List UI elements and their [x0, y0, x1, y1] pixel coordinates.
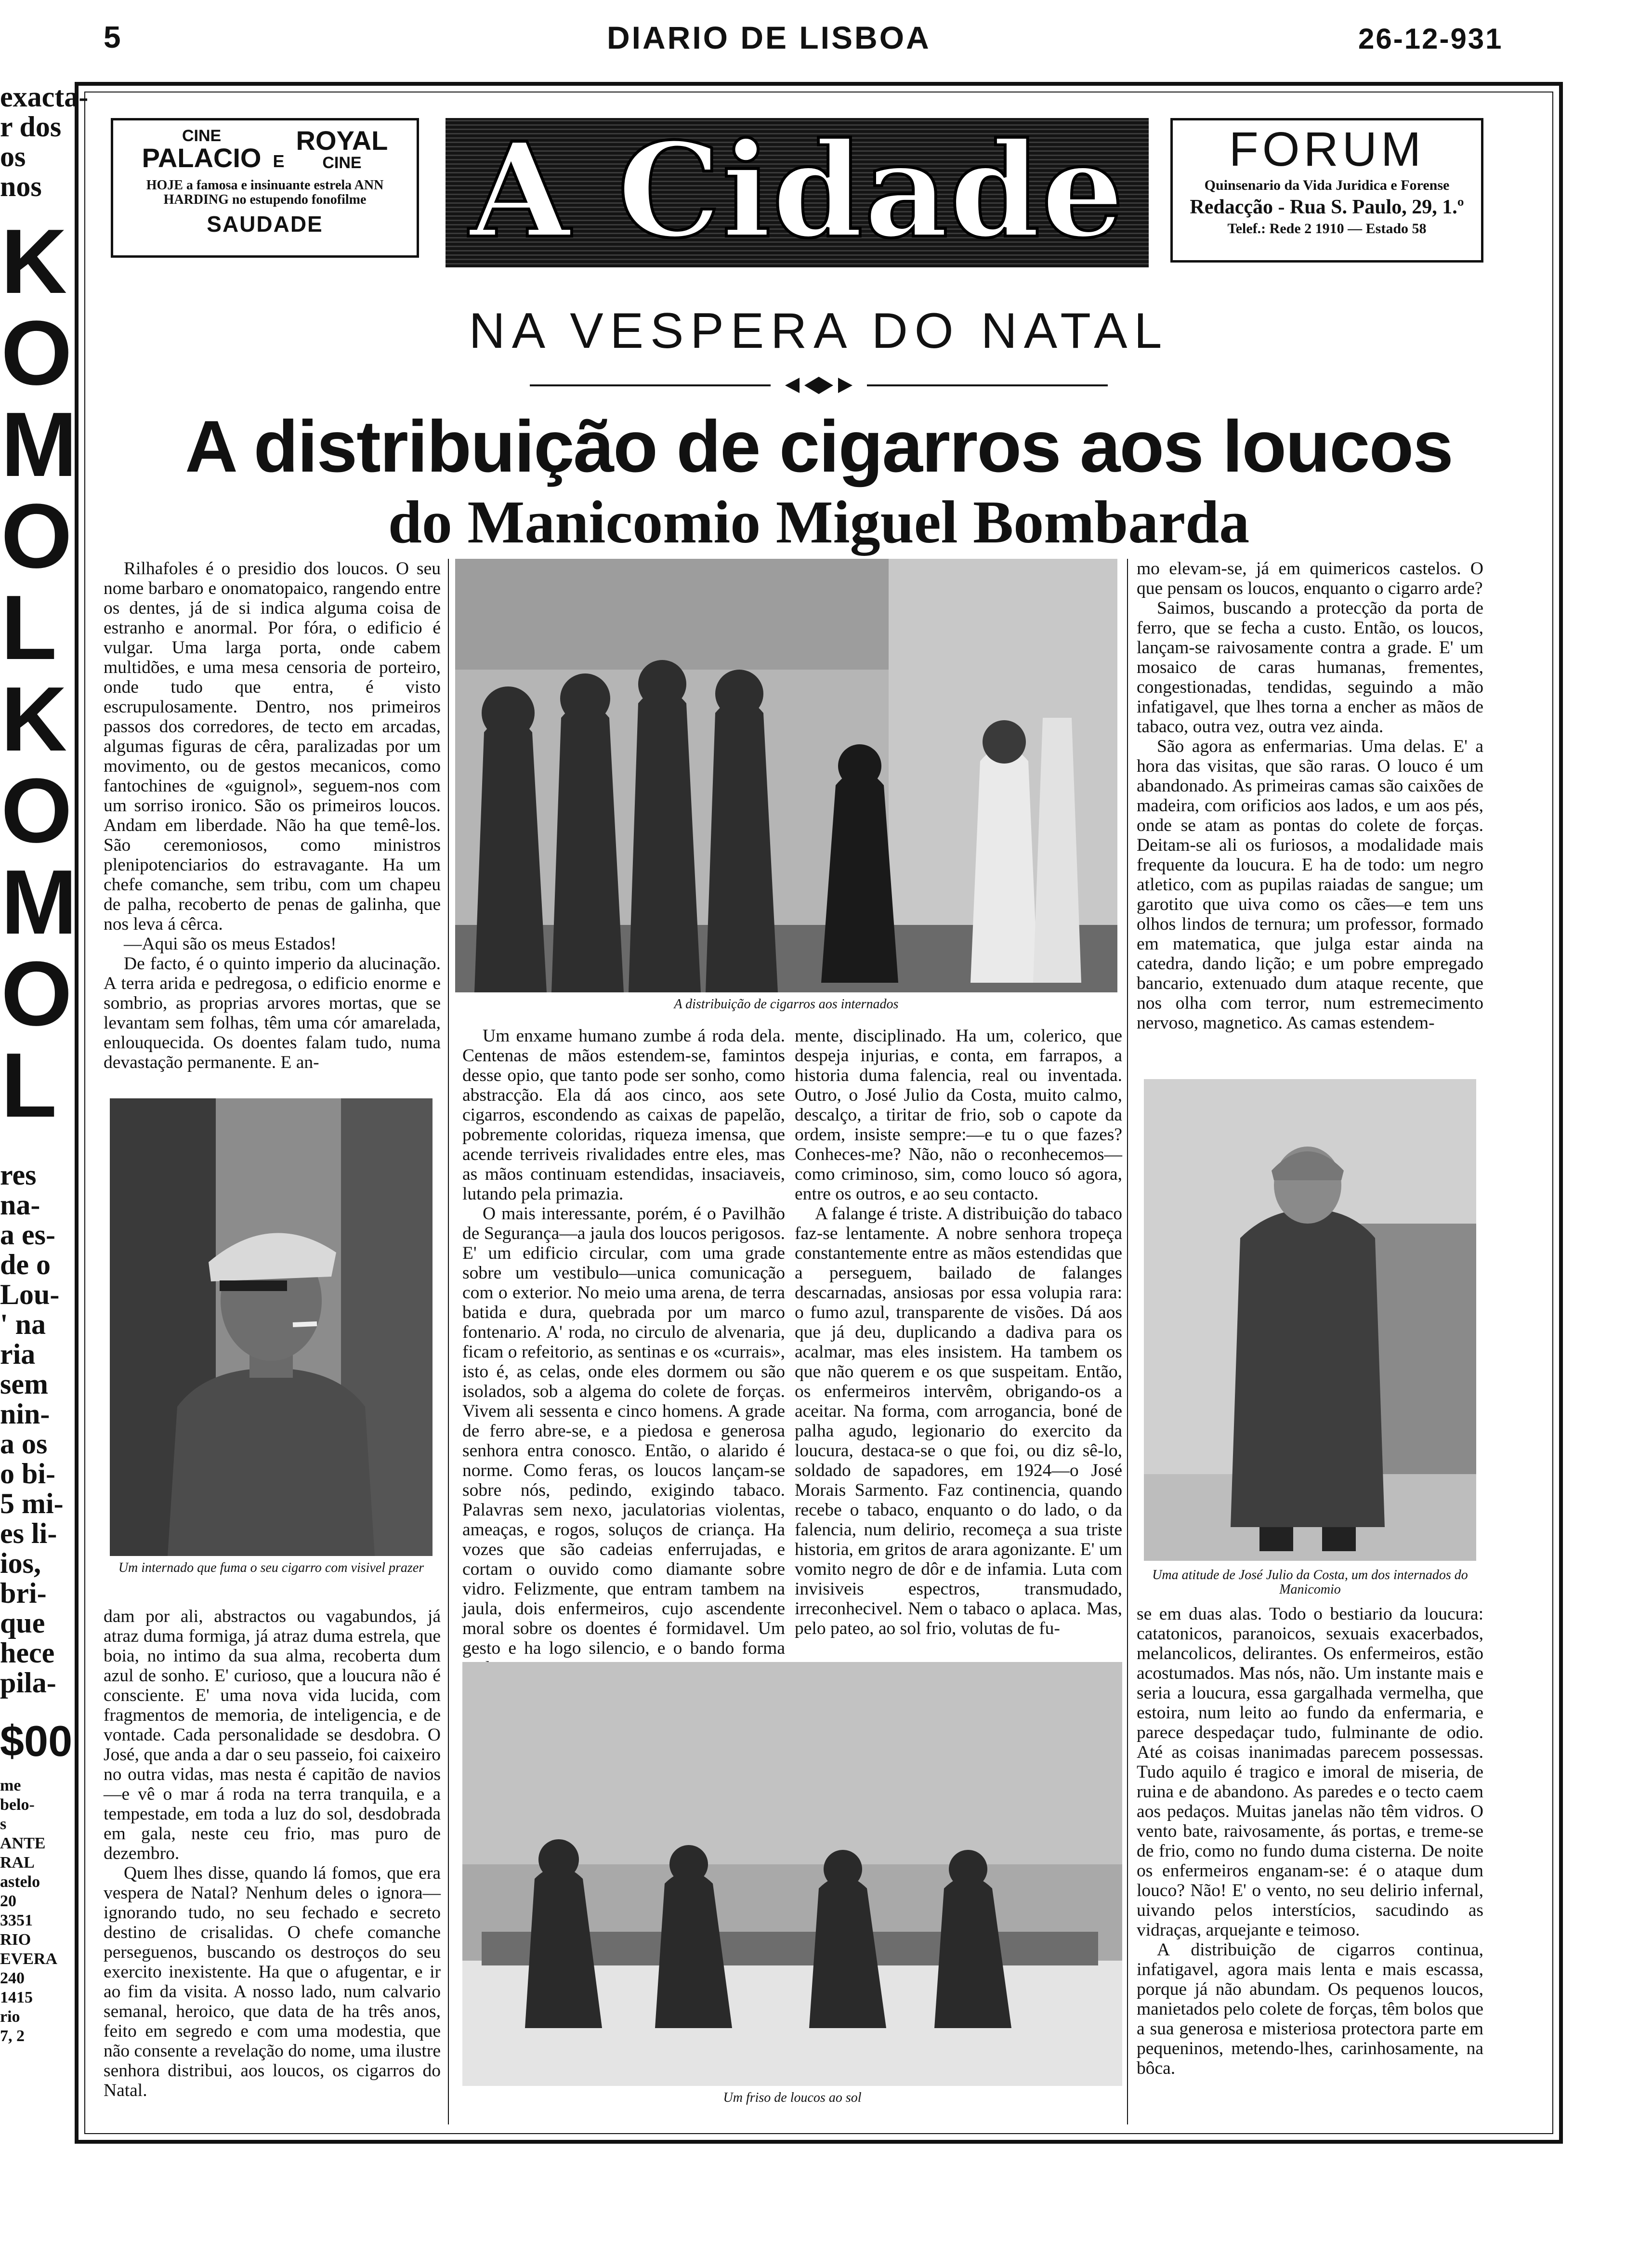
- photo-smoking-inmate: [110, 1098, 433, 1556]
- strip-fragment: rio: [0, 2008, 20, 2026]
- strip-fragment: es li-: [0, 1517, 57, 1549]
- strip-fragment: ANTE: [0, 1834, 46, 1852]
- photo-jose-julio-da-costa: [1144, 1079, 1476, 1561]
- a-cidade-logo: [446, 114, 1149, 267]
- article-column-4: [795, 1026, 1122, 1652]
- strip-fragment: bri-: [0, 1577, 47, 1609]
- forum-telephone: Telef.: Rede 2 1910 — Estado 58: [1227, 221, 1427, 237]
- strip-fragment: de o: [0, 1249, 51, 1280]
- logo-title: A Cidade: [469, 114, 1125, 267]
- paragraph: O mais interessante, porém, é o Pavilhão de Segurança—a jaula dos loucos perigosos. E' um edificio circular, com uma grade sobre um vestibulo—unica comunicação com o exterior. No meio uma arena, de terra batida e dura, quebrada por um marco fontenario. A' roda, no circulo de alvenaria, ficam o refeitorio, as sentinas e os «currais», isto é, as celas, onde eles dormem ou são isolados, sob a algema do colete de forças. Vivem ali sessenta e cinco homens. A grade de ferro abre-se, e a piedosa e generosa senhora entra conosco. Então, o alarido é norme. Como feras, os loucos lançam-se sobre nós, pedindo, exigindo tabaco. Palavras sem nexo, jaculatorias violentas, ameaças, e rogos, soluços de criança. Ha vozes que são cadeias enferrujadas, e cortam o ouvido como diamante sobre vidro. Felizmente, que entram tambem na jaula, dois enfermeiros, cujo ascendente moral sobre os doentes é formidavel. Um gesto e ha logo silencio, e o bando forma: [462, 1204, 785, 1658]
- paragraph: Quem lhes disse, quando lá fomos, que era vespera de Natal? Nenhum deles o ignora—ignorando tudo, no seu fechado e secreto destino de crisalidas. O chefe comanche perseguenos, buscando os destroços do seu exercito inexistente. Ha que o afugentar, e ir ao fim da visita. A nosso lado, num calvario semanal, heroico, que data de ha três anos, feito em segredo e com uma modestia, que não consente a revelação do nome, uma ilustre senhora distribui, aos loucos, os cigarros do Natal.: [104, 1863, 441, 2100]
- cine-ad-line: HARDING no estupendo fonofilme: [163, 192, 367, 207]
- neighbor-page-strip: [0, 81, 89, 2105]
- strip-fragment: os nos: [0, 141, 42, 202]
- article-column-1: [104, 559, 441, 1074]
- strip-fragment: ' na: [0, 1308, 46, 1340]
- strip-fragment: 240: [0, 1969, 25, 1987]
- article-subheadline: do Manicomio Miguel Bombarda: [388, 489, 1250, 556]
- strip-fragment: ios,: [0, 1547, 41, 1579]
- strip-fragment: r dos: [0, 111, 62, 143]
- strip-fragment: 20: [0, 1892, 16, 1910]
- column-rule: [1127, 559, 1128, 2124]
- strip-fragment: a es-: [0, 1219, 55, 1251]
- royal-label: ROYAL: [296, 125, 388, 156]
- paragraph: A falange é triste. A distribuição do tabaco faz-se lentamente. A nobre senhora tropeça constantemente entre as mãos estendidas que a perseguem, bailado de falanges descarnadas, ansiosas por essa volupia rara: o fumo azul, transparente de visões. Dá aos que já deu, duplicando a dadiva para os acalmar, mas eles insistem. Ha tambem os que não querem e os que suspeitam. Então, os enfermeiros intervêm, obrigando-os a aceitar. Na forma, com arrogancia, boné de palha agudo, legionario do exercito da loucura, destaca-se o que foi, ou diz sê-lo, soldado de sapadores, em 1924—o José Morais Sarmento. Faz continencia, quando recebe o tabaco, enquanto o do lado, o da falencia, num delirio, recomeça a sua triste historia, em gritos de arara agonizante. E' um vomito negro de dôr e de infamia. Luta com invisiveis espectros, transmudado, irreconhecivel. Nem o tabaco o aplaca. Mas, pelo pateo, ao sol frio, volutas de fu-: [795, 1204, 1122, 1638]
- strip-fragment: hece: [0, 1637, 55, 1669]
- strip-fragment: nin-: [0, 1398, 50, 1430]
- caption-bottom-photo: Um friso de loucos ao sol: [723, 2090, 862, 2105]
- paragraph: Rilhafoles é o presidio dos loucos. O seu nome barbaro e onomatopaico, rangendo entre os dentes, já de si indica alguma coisa de estranho e anormal. Por fóra, o edificio é vulgar. Uma larga porta, onde cabem multidões, e uma mesa censoria de porteiro, onde tudo que entra, é visto escrupulosamente. Dentro, nos primeiros passos dos corredores, de tecto em arcadas, algumas figuras de cêra, paralizadas por um movimento, ou de gestos mecanicos, como fantochines de «guignol», seguem-nos com um sorriso ironico. São os primeiros loucos. Andam em liberdade. Não ha que temê-los. São ceremoniosos, como ministros plenipotenciarios do estravagante. Ha um chefe comanche, sem tribu, com um chapeu de palha, recoberto de penas de galinha, que nos leva á cêrca.: [104, 559, 441, 934]
- cine-label: CINE: [182, 127, 222, 145]
- article-headline: A distribuição de cigarros aos loucos: [185, 406, 1453, 488]
- strip-fragment: RIO: [0, 1931, 31, 1949]
- ornament-divider: [530, 376, 1108, 395]
- strip-fragment: sem: [0, 1368, 48, 1400]
- paragraph: São agora as enfermarias. Uma delas. E' a hora das visitas, que são raras. O louco é um abandonado. As primeiras camas são caixões de madeira, com orificios aos lados, e um aos pés, onde se atam as pontas do colete de forças. Deitam-se ali os furiosos, a modalidade mais frequente da loucura. E ha de todo: um negro atletico, com as pupilas raiadas de sangue; um garotito que uiva como os cães—e tem uns olhos lindos de ternura; um professor, formado em matematica, que julga estar ainda na catedra, dando lição; e um pobre empregado bancario, extenuado dum ataque recente, que nos olha com terror, num estremecimento nervoso, magnetico. As camas estendem-: [1137, 737, 1483, 1033]
- strip-fragment: a os: [0, 1428, 48, 1460]
- strip-fragment: 5 mi-: [0, 1488, 64, 1519]
- conjunction-label: E: [273, 151, 285, 171]
- caption-right-photo: Uma atitude de José Julio da Costa, um dos internados do Manicomio: [1152, 1568, 1468, 1597]
- caption-top-photo: A distribuição de cigarros aos internados: [674, 997, 899, 1012]
- strip-fragment: ria: [0, 1338, 36, 1370]
- strip-fragment: que: [0, 1607, 45, 1639]
- cine-advertisement: [111, 118, 419, 258]
- newspaper-masthead: DIARIO DE LISBOA: [607, 20, 931, 55]
- photo-cigarette-distribution: [455, 559, 1117, 992]
- strip-fragment: RAL: [0, 1854, 35, 1872]
- cine-ad-line: HOJE a famosa e insinuante estrela ANN: [146, 178, 384, 193]
- paragraph: A distribuição de cigarros continua, infatigavel, agora mais lenta e mais escassa, porque já não abundam. Os pequenos loucos, manietados pelo colete de forças, têm bolos que a sua generosa e misteriosa protectora parte em pequeninos, metendo-lhes, carinhosamente, na bôca.: [1137, 1940, 1483, 2078]
- strip-big-letters: KOMOL KOMOL: [1, 211, 78, 1136]
- palacio-label: PALACIO: [142, 143, 262, 173]
- strip-fragment: astelo: [0, 1873, 40, 1891]
- article-column-2: [104, 1607, 441, 2117]
- kicker: NA VESPERA DO NATAL: [469, 303, 1169, 359]
- photo-inmates-in-sun: [462, 1662, 1122, 2086]
- strip-fragment: EVERA: [0, 1950, 58, 1968]
- strip-price: $00: [0, 1717, 73, 1766]
- strip-fragment: res na-: [0, 1159, 40, 1221]
- article-column-5: [1137, 559, 1483, 1074]
- strip-fragment: belo-: [0, 1796, 35, 1814]
- strip-fragment: s: [0, 1815, 7, 1833]
- strip-fragment: 1415: [0, 1989, 33, 2006]
- forum-advertisement: [1170, 118, 1483, 263]
- article-column-6: [1137, 1604, 1483, 2124]
- paragraph: —Aqui são os meus Estados!: [124, 934, 337, 954]
- strip-fragment: Lou-: [0, 1279, 60, 1310]
- column-rule: [448, 559, 449, 2124]
- forum-subtitle: Quinsenario da Vida Juridica e Forense: [1204, 177, 1450, 193]
- page-number: 5: [104, 20, 121, 54]
- paragraph: De facto, é o quinto imperio da alucinação. A terra arida e pedregosa, o edificio enorme e sombrio, as proprias arvores mortas, que se levantam sem folhas, têm uma cór amarelada, enlouquecida. Os doentes falam tudo, numa devastação permanente. E an-: [104, 954, 441, 1072]
- strip-fragment: exacta-: [0, 81, 89, 113]
- strip-fragment: me: [0, 1777, 21, 1794]
- article-column-3: [462, 1026, 785, 1658]
- issue-date: 26-12-931: [1358, 23, 1503, 55]
- paragraph: Saimos, buscando a protecção da porta de ferro, que se fecha a custo. Então, os loucos, lançam-se raivosamente contra a grade. E' um mosaico de caras humanas, frementes, congestionadas, tendidas, seguindo a mão infatigavel, que lhes torna a encher as mãos de tabaco, outra vez, outra vez ainda.: [1137, 598, 1483, 737]
- strip-fragment: pila-: [0, 1667, 56, 1699]
- caption-left-photo: Um internado que fuma o seu cigarro com visivel prazer: [118, 1560, 424, 1575]
- strip-fragment: 3351: [0, 1912, 33, 1929]
- forum-title: FORUM: [1229, 122, 1425, 176]
- paragraph: se em duas alas. Todo o bestiario da loucura: catatonicos, paranoicos, sexuais exacerbados, melancolicos, delirantes. Os enfermeiros, estão acostumados. Mas nós, não. Um instante mais e seria a loucura, essa gargalhada vermelha, que estoira, num leito ao fundo da enfermaria, e parece despedaçar tudo, fulminante de odio. Até as coisas inanimadas parecem possessas. Tudo aquilo é tragico e imoral de miseria, de ruina e de abandono. As paredes e o tecto caem aos pedaços. Muitas janelas não têm vidros. O vento bate, raivosamente, ás portas, e treme-se de frio, como no fundo duma cisterna. De noite os enfermeiros enganam-se: é o ataque dum louco? Não! E' o vento, no seu delirio infernal, uivando pelos interstícios, sacudindo as vidraças, arquejante e teimoso.: [1137, 1604, 1483, 1940]
- forum-address: Redacção - Rua S. Paulo, 29, 1.º: [1190, 196, 1464, 218]
- paragraph: mo elevam-se, já em quimericos castelos. O que pensam os loucos, enquanto o cigarro arde?: [1137, 559, 1483, 598]
- paragraph: Um enxame humano zumbe á roda dela. Centenas de mãos estendem-se, famintos desse opio, que tanto pode ser sonho, como abstracção. Ela dá aos cinco, aos sete cigarros, escondendo as caixas de papelão, pobremente coloridas, riqueza imensa, que acende terriveis rivalidades entre eles, mas as mãos continuam estendidas, insaciaveis, lutando pela primazia.: [462, 1026, 785, 1204]
- film-title: SAUDADE: [207, 211, 323, 237]
- cine-label: CINE: [322, 154, 362, 172]
- strip-fragment: o bi-: [0, 1458, 56, 1490]
- paragraph: mente, disciplinado. Ha um, colerico, que despeja injurias, e conta, em farrapos, a historia duma falencia, real ou inventada. Outro, o José Julio da Costa, muito calmo, descalço, a tiritar de frio, sob o capote da ordem, insiste sempre:—e tu o que fazes? Conheces-me? Não, não o reconhecemos—como criminoso, sim, como louco só agora, entre os outros, e ao seu contacto.: [795, 1026, 1122, 1204]
- paragraph: dam por ali, abstractos ou vagabundos, já atraz duma formiga, já atraz duma estrela, que boia, no intimo da sua alma, recoberta dum azul de sonho. E' curioso, que a loucura não é consciente. E' uma nova vida lucida, com fragmentos de memoria, de inteligencia, e de vontade. Cada personalidade se desdobra. O José, que anda a dar o seu passeio, foi caixeiro no outra vidas, mas nesta é capitão de navios—e vê o mar á roda na terra tranquila, e a tempestade, em toda a luz do sol, desdobrada em gala, neste ceu frio, mas puro de dezembro.: [104, 1607, 441, 1863]
- strip-fragment: 7, 2: [0, 2027, 25, 2045]
